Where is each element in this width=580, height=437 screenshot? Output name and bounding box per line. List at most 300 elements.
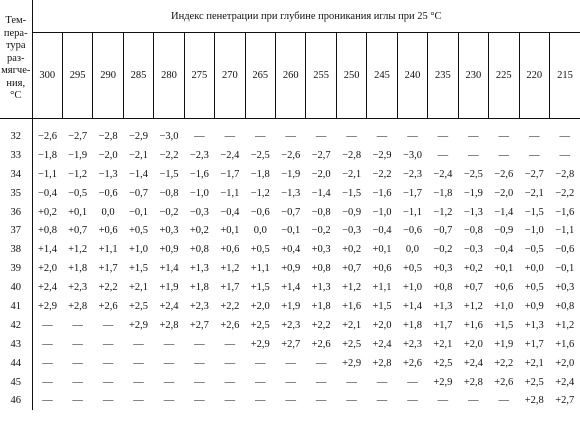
index-value-cell: −1,5 bbox=[524, 206, 544, 218]
index-value-cell: +1,7 bbox=[220, 282, 240, 294]
index-value-cell: +2,1 bbox=[129, 282, 149, 294]
index-value-cell: −1,3 bbox=[463, 206, 483, 218]
index-value-cell: +0,9 bbox=[524, 300, 544, 312]
index-value-cell: +1,3 bbox=[311, 282, 331, 294]
index-value-cell: +0,5 bbox=[250, 244, 270, 256]
table-row bbox=[0, 146, 580, 165]
corner-line: Тем- bbox=[5, 15, 27, 27]
index-value-cell: — bbox=[285, 376, 296, 388]
index-value-cell: — bbox=[133, 395, 144, 407]
index-value-cell: −0,7 bbox=[129, 187, 149, 199]
index-value-cell: +2,3 bbox=[402, 338, 422, 350]
index-value-cell: +1,5 bbox=[129, 263, 149, 275]
index-value-cell: — bbox=[315, 357, 327, 369]
penetration-depth-column-header: 230 bbox=[458, 33, 488, 119]
index-value-cell: −2,8 bbox=[555, 168, 575, 180]
index-value-cell: +1,7 bbox=[524, 338, 544, 350]
index-value-cell: +0,1 bbox=[372, 244, 392, 256]
index-value-cell: +1,4 bbox=[37, 244, 57, 256]
penetration-depth-column-header: 270 bbox=[215, 33, 245, 119]
index-value-cell: +1,4 bbox=[281, 282, 301, 294]
index-value-cell: — bbox=[163, 395, 175, 407]
index-value-cell: — bbox=[194, 395, 205, 407]
index-value-cell: −2,7 bbox=[68, 130, 88, 142]
index-value-cell: — bbox=[315, 376, 327, 388]
index-value-cell: +2,5 bbox=[433, 357, 453, 369]
index-value-cell: +2,6 bbox=[402, 357, 422, 369]
index-value-cell: — bbox=[255, 395, 266, 407]
index-value-cell: −2,6 bbox=[37, 130, 57, 142]
index-value-cell: −1,1 bbox=[37, 168, 57, 180]
index-value-cell: −0,3 bbox=[189, 206, 209, 218]
index-value-cell: −1,0 bbox=[189, 187, 209, 199]
index-value-cell: +2,4 bbox=[159, 300, 179, 312]
index-value-cell: — bbox=[255, 357, 266, 369]
index-value-cell: +1,3 bbox=[433, 300, 453, 312]
temperature-cell: 35 bbox=[0, 184, 32, 203]
index-value-cell: — bbox=[42, 319, 53, 331]
index-value-cell: +0,7 bbox=[463, 282, 483, 294]
penetration-depth-column-header: 220 bbox=[519, 33, 549, 119]
index-value-cell: −2,1 bbox=[129, 149, 149, 161]
index-value-cell: −0,8 bbox=[159, 187, 179, 199]
penetration-depth-column-header: 285 bbox=[123, 33, 153, 119]
penetration-depth-column-header: 280 bbox=[154, 33, 184, 119]
temperature-cell: 40 bbox=[0, 278, 32, 297]
index-value-cell: +2,8 bbox=[68, 300, 88, 312]
temperature-cell: 45 bbox=[0, 373, 32, 392]
index-value-cell: −0,2 bbox=[159, 206, 179, 218]
temperature-cell: 39 bbox=[0, 259, 32, 278]
index-value-cell: −2,3 bbox=[189, 149, 209, 161]
index-value-cell: −1,2 bbox=[433, 206, 453, 218]
index-value-cell: −1,7 bbox=[402, 187, 422, 199]
index-value-cell: +2,1 bbox=[342, 319, 362, 331]
index-value-cell: +0,8 bbox=[37, 225, 57, 237]
index-value-cell: +1,2 bbox=[342, 282, 362, 294]
index-value-cell: +1,6 bbox=[342, 300, 362, 312]
index-value-cell: — bbox=[102, 395, 114, 407]
index-value-cell: −0,4 bbox=[37, 187, 57, 199]
index-value-cell: +0,0 bbox=[524, 263, 544, 275]
index-value-cell: — bbox=[194, 130, 205, 142]
index-value-cell: −2,9 bbox=[372, 149, 392, 161]
index-value-cell: −2,0 bbox=[494, 187, 514, 199]
index-value-cell: +1,6 bbox=[555, 338, 575, 350]
index-value-cell: +1,5 bbox=[250, 282, 270, 294]
table-row bbox=[0, 259, 580, 278]
index-value-cell: +0,2 bbox=[342, 244, 362, 256]
index-value-cell: −0,3 bbox=[463, 244, 483, 256]
index-value-cell: — bbox=[559, 130, 570, 142]
index-value-cell: −2,4 bbox=[220, 149, 240, 161]
penetration-depth-column-header: 255 bbox=[306, 33, 336, 119]
index-value-cell: −0,2 bbox=[311, 225, 331, 237]
index-value-cell: +1,6 bbox=[463, 319, 483, 331]
table-row bbox=[0, 165, 580, 184]
index-value-cell: +0,3 bbox=[311, 244, 331, 256]
index-value-cell: −1,9 bbox=[463, 187, 483, 199]
index-value-cell: — bbox=[376, 130, 388, 142]
index-value-cell: — bbox=[42, 338, 53, 350]
index-value-cell: — bbox=[42, 395, 53, 407]
index-value-cell: +2,8 bbox=[524, 395, 544, 407]
index-value-cell: +2,2 bbox=[220, 300, 240, 312]
index-value-cell: +2,0 bbox=[250, 300, 270, 312]
index-value-cell: +2,5 bbox=[129, 300, 149, 312]
index-value-cell: — bbox=[285, 357, 296, 369]
index-value-cell: +2,5 bbox=[524, 376, 544, 388]
index-value-cell: — bbox=[468, 395, 479, 407]
index-value-cell: −0,4 bbox=[494, 244, 514, 256]
index-value-cell: −0,7 bbox=[433, 225, 453, 237]
index-value-cell: — bbox=[285, 130, 296, 142]
index-value-cell: +2,8 bbox=[463, 376, 483, 388]
index-value-cell: +2,0 bbox=[463, 338, 483, 350]
index-value-cell: +1,4 bbox=[159, 263, 179, 275]
index-value-cell: +0,7 bbox=[342, 263, 362, 275]
index-value-cell: +2,9 bbox=[250, 338, 270, 350]
penetration-depth-column-header: 260 bbox=[276, 33, 306, 119]
index-value-cell: +0,6 bbox=[494, 282, 514, 294]
index-value-cell: +0,6 bbox=[220, 244, 240, 256]
temperature-cell: 34 bbox=[0, 165, 32, 184]
table-row bbox=[0, 316, 580, 335]
corner-line: тура bbox=[5, 40, 26, 52]
index-value-cell: +1,2 bbox=[220, 263, 240, 275]
index-value-cell: +1,8 bbox=[402, 319, 422, 331]
index-value-cell: — bbox=[102, 376, 114, 388]
index-value-cell: +1,8 bbox=[189, 282, 209, 294]
index-value-cell: −0,8 bbox=[463, 225, 483, 237]
index-value-cell: −2,1 bbox=[342, 168, 362, 180]
index-value-cell: −1,4 bbox=[311, 187, 331, 199]
index-value-cell: — bbox=[102, 357, 114, 369]
index-value-cell: — bbox=[194, 357, 205, 369]
temperature-cell: 32 bbox=[0, 127, 32, 146]
index-value-cell: — bbox=[498, 149, 510, 161]
index-value-cell: — bbox=[437, 395, 449, 407]
index-value-cell: −1,4 bbox=[129, 168, 149, 180]
index-value-cell: — bbox=[72, 338, 83, 350]
index-value-cell: +1,7 bbox=[98, 263, 118, 275]
index-value-cell: — bbox=[224, 338, 236, 350]
index-value-cell: — bbox=[224, 395, 236, 407]
index-value-cell: +2,7 bbox=[555, 395, 575, 407]
index-value-cell: −1,2 bbox=[68, 168, 88, 180]
penetration-index-header: Индекс пенетрации при глубине проникания иглы при 25 °С bbox=[32, 0, 580, 33]
index-value-cell: +2,1 bbox=[524, 357, 544, 369]
corner-line: пера- bbox=[3, 27, 28, 39]
index-value-cell: −0,3 bbox=[342, 225, 362, 237]
index-value-cell: — bbox=[224, 376, 236, 388]
index-value-cell: +1,2 bbox=[555, 319, 575, 331]
index-value-cell: +2,5 bbox=[250, 319, 270, 331]
index-value-cell: — bbox=[224, 357, 236, 369]
index-value-cell: −1,9 bbox=[281, 168, 301, 180]
index-value-cell: +0,2 bbox=[463, 263, 483, 275]
index-value-cell: −2,7 bbox=[524, 168, 544, 180]
index-value-cell: −2,1 bbox=[524, 187, 544, 199]
temperature-cell: 42 bbox=[0, 316, 32, 335]
index-value-cell: +2,3 bbox=[68, 282, 88, 294]
index-value-cell: +0,1 bbox=[68, 206, 88, 218]
index-value-cell: +0,1 bbox=[220, 225, 240, 237]
index-value-cell: −0,7 bbox=[281, 206, 301, 218]
index-value-cell: — bbox=[255, 376, 266, 388]
index-value-cell: — bbox=[407, 395, 418, 407]
index-value-cell: −1,8 bbox=[433, 187, 453, 199]
index-value-cell: −1,5 bbox=[159, 168, 179, 180]
index-value-cell: — bbox=[407, 376, 418, 388]
index-value-cell: +0,8 bbox=[433, 282, 453, 294]
index-value-cell: −0,6 bbox=[98, 187, 118, 199]
corner-line: ния, bbox=[6, 77, 26, 89]
index-value-cell: −1,3 bbox=[281, 187, 301, 199]
penetration-depth-column-header: 235 bbox=[428, 33, 458, 119]
index-value-cell: — bbox=[346, 395, 357, 407]
index-value-cell: −3,0 bbox=[402, 149, 422, 161]
index-value-cell: — bbox=[194, 338, 205, 350]
index-value-cell: +2,9 bbox=[37, 300, 57, 312]
index-value-cell: +2,9 bbox=[433, 376, 453, 388]
index-value-cell: — bbox=[528, 149, 540, 161]
penetration-depth-column-header: 240 bbox=[397, 33, 427, 119]
temperature-cell: 46 bbox=[0, 391, 32, 410]
index-value-cell: — bbox=[42, 357, 53, 369]
index-value-cell: +0,6 bbox=[98, 225, 118, 237]
index-value-cell: −2,7 bbox=[311, 149, 331, 161]
index-value-cell: +0,8 bbox=[555, 300, 575, 312]
index-value-cell: +1,9 bbox=[281, 300, 301, 312]
penetration-depth-column-header: 300 bbox=[32, 33, 62, 119]
index-value-cell: +1,5 bbox=[372, 300, 392, 312]
index-value-cell: −0,8 bbox=[311, 206, 331, 218]
temperature-cell: 44 bbox=[0, 354, 32, 373]
index-value-cell: +0,6 bbox=[372, 263, 392, 275]
index-value-cell: −0,4 bbox=[372, 225, 392, 237]
index-value-cell: +0,9 bbox=[281, 263, 301, 275]
index-value-cell: +1,9 bbox=[494, 338, 514, 350]
index-value-cell: +0,7 bbox=[68, 225, 88, 237]
temperature-cell: 41 bbox=[0, 297, 32, 316]
index-value-cell: +1,2 bbox=[68, 244, 88, 256]
index-value-cell: +2,0 bbox=[555, 357, 575, 369]
index-value-cell: +2,0 bbox=[37, 263, 57, 275]
index-value-cell: −1,5 bbox=[342, 187, 362, 199]
table-row bbox=[0, 373, 580, 392]
penetration-depth-column-header: 295 bbox=[62, 33, 92, 119]
index-value-cell: −2,8 bbox=[342, 149, 362, 161]
index-value-cell: +0,2 bbox=[37, 206, 57, 218]
index-value-cell: −2,3 bbox=[402, 168, 422, 180]
index-value-cell: +0,5 bbox=[129, 225, 149, 237]
index-value-cell: — bbox=[437, 130, 449, 142]
index-value-cell: — bbox=[72, 376, 83, 388]
index-value-cell: — bbox=[346, 130, 357, 142]
index-value-cell: — bbox=[346, 376, 357, 388]
index-value-cell: +2,4 bbox=[463, 357, 483, 369]
index-value-cell: +1,4 bbox=[402, 300, 422, 312]
index-value-cell: — bbox=[163, 357, 175, 369]
index-value-cell: — bbox=[407, 130, 418, 142]
corner-line: °С bbox=[10, 90, 22, 102]
index-value-cell: −1,1 bbox=[555, 225, 575, 237]
index-value-cell: +1,8 bbox=[311, 300, 331, 312]
index-value-cell: — bbox=[498, 395, 510, 407]
index-value-cell: +0,5 bbox=[524, 282, 544, 294]
index-value-cell: −1,1 bbox=[402, 206, 422, 218]
index-value-cell: — bbox=[528, 130, 540, 142]
index-value-cell: +2,6 bbox=[98, 300, 118, 312]
index-value-cell: — bbox=[72, 395, 83, 407]
index-value-cell: +1,5 bbox=[494, 319, 514, 331]
index-value-cell: −2,6 bbox=[281, 149, 301, 161]
index-value-cell: +2,2 bbox=[98, 282, 118, 294]
penetration-depth-column-header: 245 bbox=[367, 33, 397, 119]
index-value-cell: −0,4 bbox=[220, 206, 240, 218]
index-value-cell: −0,1 bbox=[555, 263, 575, 275]
index-value-cell: +2,2 bbox=[494, 357, 514, 369]
table-row bbox=[0, 354, 580, 373]
index-value-cell: +1,3 bbox=[524, 319, 544, 331]
index-value-cell: +1,3 bbox=[189, 263, 209, 275]
index-value-cell: +2,6 bbox=[494, 376, 514, 388]
temperature-cell: 37 bbox=[0, 221, 32, 240]
index-value-cell: — bbox=[194, 376, 205, 388]
index-value-cell: +2,3 bbox=[189, 300, 209, 312]
index-value-cell: −1,8 bbox=[250, 168, 270, 180]
index-value-cell: −0,1 bbox=[129, 206, 149, 218]
index-value-cell: −1,6 bbox=[555, 206, 575, 218]
corner-line: мягче- bbox=[1, 65, 31, 77]
index-value-cell: +2,7 bbox=[281, 338, 301, 350]
index-value-cell: +2,8 bbox=[372, 357, 392, 369]
index-value-cell: +0,3 bbox=[159, 225, 179, 237]
index-value-cell: +2,5 bbox=[342, 338, 362, 350]
index-value-cell: +0,4 bbox=[281, 244, 301, 256]
penetration-depth-column-header: 225 bbox=[489, 33, 519, 119]
index-value-cell: — bbox=[255, 130, 266, 142]
header-row-columns bbox=[0, 33, 580, 119]
table-row bbox=[0, 203, 580, 222]
index-value-cell: +2,7 bbox=[189, 319, 209, 331]
index-value-cell: −1,1 bbox=[220, 187, 240, 199]
spacer-cell bbox=[32, 119, 580, 128]
penetration-depth-column-header: 290 bbox=[93, 33, 123, 119]
table-row bbox=[0, 335, 580, 354]
index-value-cell: −2,4 bbox=[433, 168, 453, 180]
index-value-cell: — bbox=[437, 149, 449, 161]
index-value-cell: +0,8 bbox=[189, 244, 209, 256]
index-value-cell: −0,5 bbox=[68, 187, 88, 199]
index-value-cell: — bbox=[102, 319, 114, 331]
table-row bbox=[0, 391, 580, 410]
table-row bbox=[0, 297, 580, 316]
index-value-cell: −0,5 bbox=[524, 244, 544, 256]
index-value-cell: −0,6 bbox=[402, 225, 422, 237]
index-value-cell: — bbox=[72, 319, 83, 331]
index-value-cell: +0,2 bbox=[189, 225, 209, 237]
index-value-cell: +2,4 bbox=[37, 282, 57, 294]
index-value-cell: — bbox=[133, 357, 144, 369]
index-value-cell: — bbox=[42, 376, 53, 388]
index-value-cell: −2,6 bbox=[494, 168, 514, 180]
index-value-cell: −1,0 bbox=[524, 225, 544, 237]
index-value-cell: +0,3 bbox=[433, 263, 453, 275]
index-value-cell: −0,9 bbox=[494, 225, 514, 237]
penetration-depth-column-header: 275 bbox=[184, 33, 214, 119]
table-row bbox=[0, 127, 580, 146]
penetration-depth-column-header: 215 bbox=[549, 33, 580, 119]
index-value-cell: — bbox=[376, 376, 388, 388]
index-value-cell: −1,6 bbox=[189, 168, 209, 180]
table-row bbox=[0, 278, 580, 297]
index-value-cell: +0,1 bbox=[494, 263, 514, 275]
table-row bbox=[0, 221, 580, 240]
index-value-cell: −2,0 bbox=[98, 149, 118, 161]
index-value-cell: — bbox=[133, 376, 144, 388]
spacer-cell bbox=[0, 119, 32, 128]
index-value-cell: +0,8 bbox=[311, 263, 331, 275]
temperature-cell: 33 bbox=[0, 146, 32, 165]
index-value-cell: −1,2 bbox=[250, 187, 270, 199]
penetration-depth-column-header: 265 bbox=[245, 33, 275, 119]
table-row bbox=[0, 184, 580, 203]
index-value-cell: +2,6 bbox=[220, 319, 240, 331]
softening-temperature-header bbox=[0, 0, 32, 119]
temperature-cell: 43 bbox=[0, 335, 32, 354]
index-value-cell: +0,3 bbox=[555, 282, 575, 294]
corner-line: раз- bbox=[6, 52, 25, 64]
index-value-cell: — bbox=[224, 130, 236, 142]
index-value-cell: 0,0 bbox=[405, 244, 420, 256]
index-value-cell: 0,0 bbox=[253, 225, 267, 237]
index-value-cell: +1,1 bbox=[372, 282, 392, 294]
index-value-cell: −1,3 bbox=[98, 168, 118, 180]
temperature-cell: 36 bbox=[0, 203, 32, 222]
index-value-cell: — bbox=[163, 338, 175, 350]
index-value-cell: — bbox=[133, 338, 144, 350]
index-value-cell: +1,7 bbox=[433, 319, 453, 331]
index-value-cell: +1,8 bbox=[68, 263, 88, 275]
index-value-cell: — bbox=[315, 395, 327, 407]
index-value-cell: — bbox=[315, 130, 327, 142]
index-value-cell: +0,5 bbox=[402, 263, 422, 275]
index-value-cell: +1,9 bbox=[159, 282, 179, 294]
temperature-cell: 38 bbox=[0, 240, 32, 259]
index-value-cell: +2,0 bbox=[372, 319, 392, 331]
index-value-cell: −1,7 bbox=[220, 168, 240, 180]
index-value-cell: 0,0 bbox=[101, 206, 115, 218]
index-value-cell: +2,3 bbox=[281, 319, 301, 331]
index-value-cell: −3,0 bbox=[159, 130, 179, 142]
index-value-cell: −2,5 bbox=[250, 149, 270, 161]
index-value-cell: −2,5 bbox=[463, 168, 483, 180]
table-row bbox=[0, 240, 580, 259]
index-value-cell: −0,6 bbox=[250, 206, 270, 218]
index-value-cell: — bbox=[102, 338, 114, 350]
index-value-cell: +2,2 bbox=[311, 319, 331, 331]
index-value-cell: −0,6 bbox=[555, 244, 575, 256]
index-value-cell: −2,2 bbox=[159, 149, 179, 161]
index-value-cell: −1,0 bbox=[372, 206, 392, 218]
index-value-cell: +2,9 bbox=[129, 319, 149, 331]
index-value-cell: −0,1 bbox=[281, 225, 301, 237]
index-value-cell: +1,1 bbox=[250, 263, 270, 275]
header-row-main bbox=[0, 0, 580, 33]
index-value-cell: −2,2 bbox=[372, 168, 392, 180]
